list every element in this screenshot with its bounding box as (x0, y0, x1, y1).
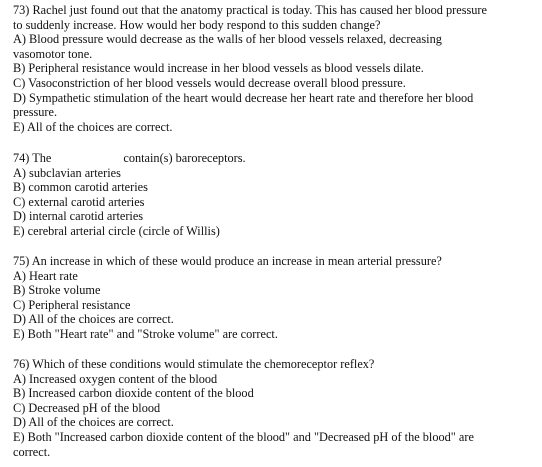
question-stem-after-blank: contain(s) baroreceptors. (123, 151, 246, 165)
answer-choice-c: C) Peripheral resistance (13, 297, 131, 312)
question-stem-line: 75) An increase in which of these would produce an increase in mean arterial pressure? (13, 254, 442, 268)
answer-choice-d: D) Sympathetic stimulation of the heart would decrease her heart rate and therefore her blood (13, 90, 474, 105)
question-75 (13, 254, 533, 342)
question-stem-line: to suddenly increase. How would her body respond to this sudden change? (13, 17, 381, 32)
answer-choice-a-continued: vasomotor tone. (13, 46, 93, 61)
answer-choice-e: E) Both "Increased carbon dioxide content of the blood" and "Decreased pH of the blood" are (13, 429, 474, 444)
answer-choice-b: B) Stroke volume (13, 283, 101, 298)
answer-choice-a: A) Increased oxygen content of the blood (13, 371, 218, 386)
answer-choice-d: D) All of the choices are correct. (13, 312, 174, 327)
answer-choice-d: D) internal carotid arteries (13, 209, 144, 224)
answer-choice-c: C) external carotid arteries (13, 194, 145, 209)
question-74 (13, 151, 533, 239)
answer-choice-d-continued: pressure. (13, 105, 58, 120)
answer-choice-e: E) All of the choices are correct. (13, 119, 173, 134)
answer-choice-a: A) subclavian arteries (13, 165, 121, 180)
question-73 (13, 3, 533, 134)
answer-choice-b: B) Increased carbon dioxide content of the blood (13, 386, 254, 401)
answer-choice-b: B) Peripheral resistance would increase in her blood vessels as blood vessels dilate. (13, 61, 424, 76)
answer-choice-e: E) cerebral arterial circle (circle of Willis) (13, 223, 220, 238)
answer-choice-c: C) Decreased pH of the blood (13, 400, 161, 415)
answer-choice-d: D) All of the choices are correct. (13, 415, 174, 430)
question-stem-line (13, 151, 533, 166)
answer-choice-e: E) Both "Heart rate" and "Stroke volume" are correct. (13, 326, 278, 341)
question-stem-line: 73) Rachel just found out that the anatomy practical is today. This has caused her blood pressure (13, 3, 487, 17)
question-stem-line: 76) Which of these conditions would stimulate the chemoreceptor reflex? (13, 357, 375, 371)
answer-choice-c: C) Vasoconstriction of her blood vessels would decrease overall blood pressure. (13, 75, 406, 90)
question-76 (13, 357, 533, 459)
answer-choice-e-continued: correct. (13, 444, 51, 459)
answer-choice-a: A) Blood pressure would decrease as the walls of her blood vessels relaxed, decreasing (13, 32, 442, 47)
answer-choice-a: A) Heart rate (13, 268, 78, 283)
question-stem-before-blank: 74) The (13, 151, 52, 165)
answer-choice-b: B) common carotid arteries (13, 180, 148, 195)
